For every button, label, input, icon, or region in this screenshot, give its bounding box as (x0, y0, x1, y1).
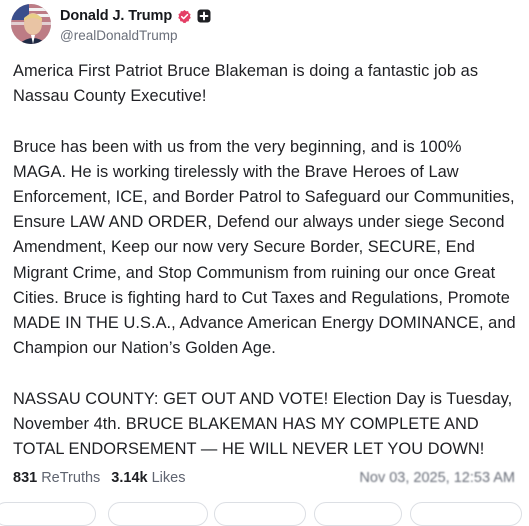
retruths-stat[interactable] (13, 470, 100, 486)
reply-button[interactable] (0, 502, 96, 526)
avatar-image (11, 4, 51, 44)
post-header (11, 4, 211, 44)
action-bar (0, 502, 529, 522)
likes-label: Likes (151, 470, 186, 486)
more-button[interactable] (410, 502, 522, 526)
post-paragraph-1: America First Patriot Bruce Blakeman is doing a fantastic job as Nassau County Executive! (13, 62, 479, 106)
verified-badge-icon (177, 9, 192, 24)
author-info (60, 5, 211, 43)
name-row (60, 5, 211, 27)
post-paragraph-2: Bruce has been with us from the very beginning, and is 100% MAGA. He is working tirelessly with the Brave Heroes of Law Enforcement, ICE, and Border Patrol to Safeguard our Communities, Ensure LAW AND ORDER, Defend our always under siege Second Amendment, Keep our now very Secure Border, SECURE, End Migrant Crime, and Stop Communism from ruining our once Great Cities. Bruce is fighting hard to Cut Taxes and Regulations, Promote MADE IN THE U.S.A., Advance American Energy DOMINANCE, and Champion our Nation’s Golden Age. (13, 137, 516, 358)
share-button[interactable] (314, 502, 402, 526)
like-button[interactable] (214, 502, 306, 526)
display-name[interactable]: Donald J. Trump (60, 8, 173, 24)
avatar[interactable] (11, 4, 51, 44)
post-stats (13, 470, 185, 486)
post-paragraph-3: NASSAU COUNTY: GET OUT AND VOTE! Election Day is Tuesday, November 4th. BRUCE BLAKEMAN HAS MY COMPLETE AND TOTAL ENDORSEMENT — HE WILL NEVER LET YOU DOWN! (13, 389, 513, 459)
retruths-count: 831 (13, 470, 38, 486)
handle[interactable]: @realDonaldTrump (60, 28, 178, 43)
likes-stat[interactable] (111, 470, 185, 486)
timestamp-text: Nov 03, 2025, 12:53 AM (359, 470, 515, 486)
post-body (13, 59, 516, 462)
retruths-label: ReTruths (41, 470, 101, 486)
retruth-button[interactable] (108, 502, 208, 526)
plus-square-icon (197, 9, 211, 23)
likes-count: 3.14k (111, 470, 148, 486)
post-timestamp[interactable] (359, 470, 515, 486)
